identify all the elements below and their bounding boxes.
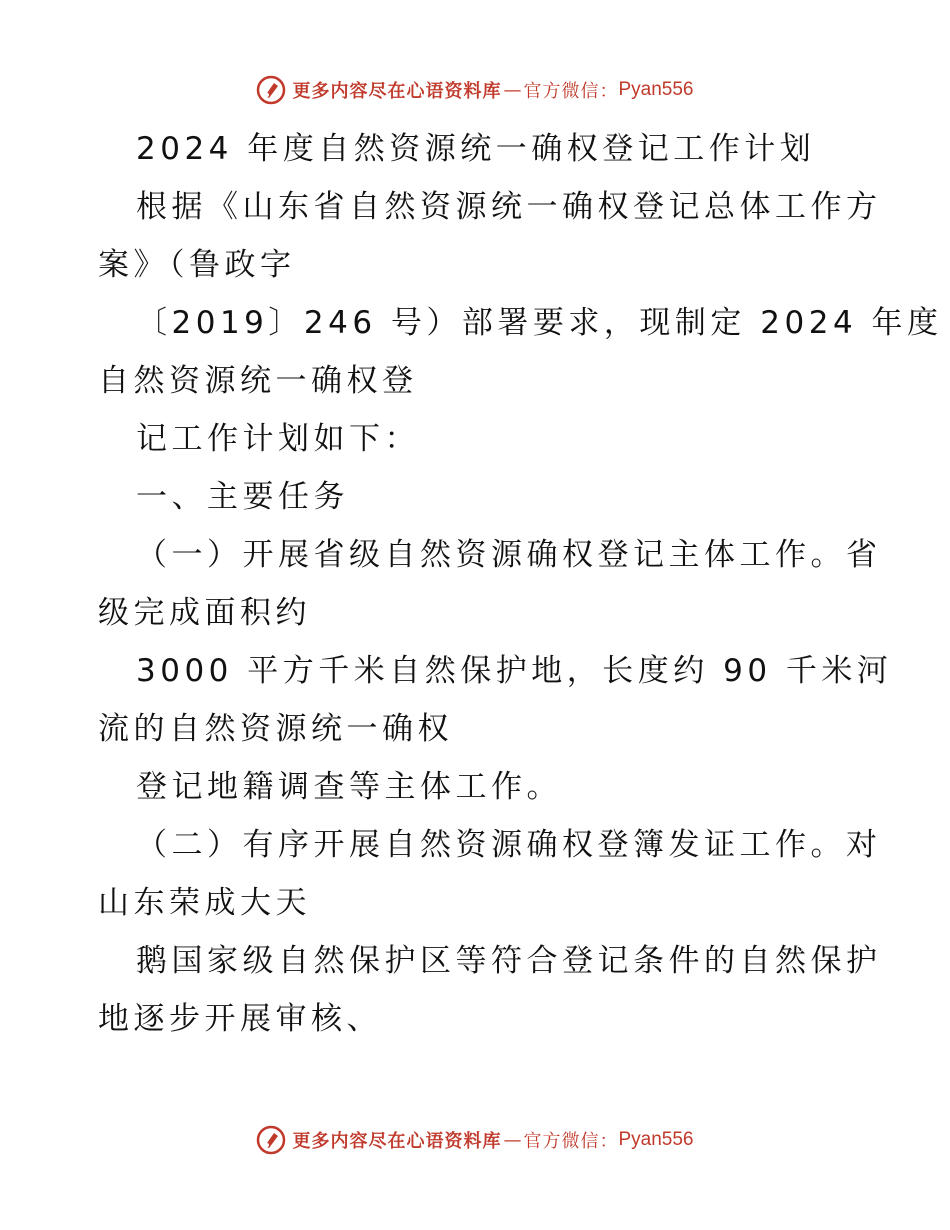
pen-nib-logo-icon [256, 75, 286, 105]
banner-wechat-label: 官方微信： [523, 81, 619, 102]
banner-separator: — [503, 1129, 522, 1151]
paragraph-line: 登记地籍调查等主体工作。 [136, 769, 562, 805]
paragraph-line: （二）有序开展自然资源确权登簿发证工作。对 [136, 827, 882, 863]
footer-banner [0, 1120, 950, 1160]
paragraph-line: （一）开展省级自然资源确权登记主体工作。省 [136, 537, 882, 573]
banner-wechat-label: 官方微信： [523, 1131, 619, 1152]
paragraph-line: 案》（鲁政字 [98, 247, 296, 283]
banner-separator: — [503, 79, 522, 101]
paragraph-line: 〔2019〕246 号）部署要求，现制定 2024 年度 [136, 305, 943, 341]
paragraph-line: 级完成面积约 [98, 595, 311, 631]
paragraph-line: 山东荣成大天 [98, 885, 311, 921]
paragraph-line: 地逐步开展审核、 [98, 1001, 382, 1037]
paragraph-line: 3000 平方千米自然保护地，长度约 90 千米河 [136, 653, 893, 689]
paragraph-line: 记工作计划如下： [136, 421, 420, 457]
banner-wechat-id: Pyan556 [618, 1129, 694, 1150]
banner-brand: 更多内容尽在心语资料库 [292, 81, 502, 102]
pen-nib-logo-icon [256, 1125, 286, 1155]
paragraph-line: 鹅国家级自然保护区等符合登记条件的自然保护 [136, 943, 882, 979]
document-body [98, 120, 943, 1048]
paragraph-line: 根据《山东省自然资源统一确权登记总体工作方 [136, 189, 882, 225]
paragraph-line: 自然资源统一确权登 [98, 363, 418, 399]
section-heading: 一、主要任务 [136, 479, 349, 515]
banner-wechat-id: Pyan556 [618, 79, 694, 100]
banner-brand: 更多内容尽在心语资料库 [292, 1131, 502, 1152]
header-banner [0, 70, 950, 110]
paragraph-line: 流的自然资源统一确权 [98, 711, 453, 747]
document-title: 2024 年度自然资源统一确权登记工作计划 [136, 131, 816, 167]
